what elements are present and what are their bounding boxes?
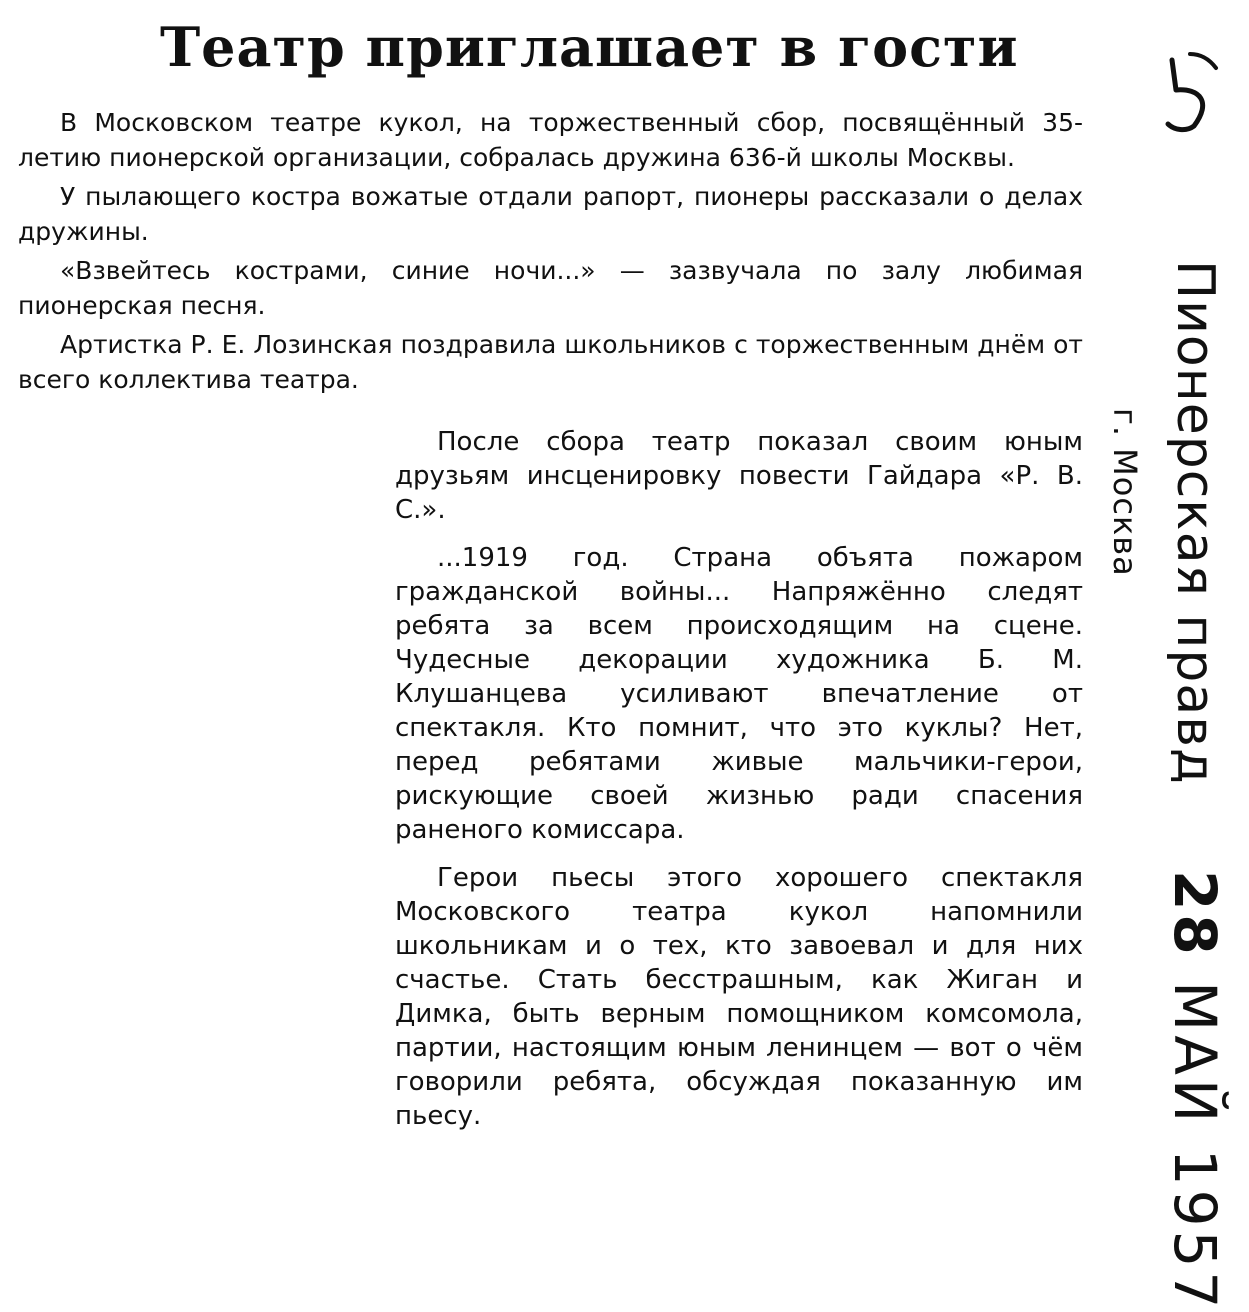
source-stamp [1105, 260, 1229, 1312]
publication-month-year: МАЙ 1957 [1161, 981, 1229, 1312]
handwritten-mark-icon [1150, 48, 1230, 138]
lead-text [18, 105, 1083, 397]
column-paragraph: После сбора театр показал своим юным друзьям инсценировку повести Гайдара «Р. В. С.». [395, 427, 1083, 525]
lead-paragraph: В Московском театре кукол, на торжественный сбор, посвящённый 35-летию пионерской организации, собралась дружина 636-й школы Москвы. [18, 108, 1083, 172]
publication-name: Пионерская правд [1165, 260, 1225, 785]
lead-paragraph: Артистка Р. Е. Лозинская поздравила школьников с торжественным днём от всего коллектива театра. [18, 330, 1083, 394]
publication-date [1161, 870, 1229, 1312]
article-column [395, 425, 1083, 1133]
publication-day: 28 [1161, 870, 1229, 959]
lead-paragraph: «Взвейтесь кострами, синие ночи...» — зазвучала по залу любимая пионерская песня. [18, 256, 1083, 320]
publication-city: г. Москва [1106, 408, 1144, 577]
article-headline: Театр приглашает в гости [160, 15, 1019, 79]
column-paragraph: ...1919 год. Страна объята пожаром гражданской войны... Напряжённо следят ребята за всем происходящим на сцене. Чудесные декорации художника Б. М. Клушанцева усиливают впечатление от спектакля. Кто помнит, что это куклы? Нет, перед ребятами живые мальчики-герои, рискующие своей жизнью ради спасения раненого комиссара. [395, 543, 1083, 845]
lead-paragraph: У пылающего костра вожатые отдали рапорт, пионеры рассказали о делах дружины. [18, 182, 1083, 246]
column-paragraph: Герои пьесы этого хорошего спектакля Московского театра кукол напомнили школьникам и о тех, кто завоевал и для них счастье. Стать бесстрашным, как Жиган и Димка, быть верным помощником комсомола, партии, настоящим юным ленинцем — вот о чём говорили ребята, обсуждая показанную им пьесу. [395, 863, 1083, 1131]
